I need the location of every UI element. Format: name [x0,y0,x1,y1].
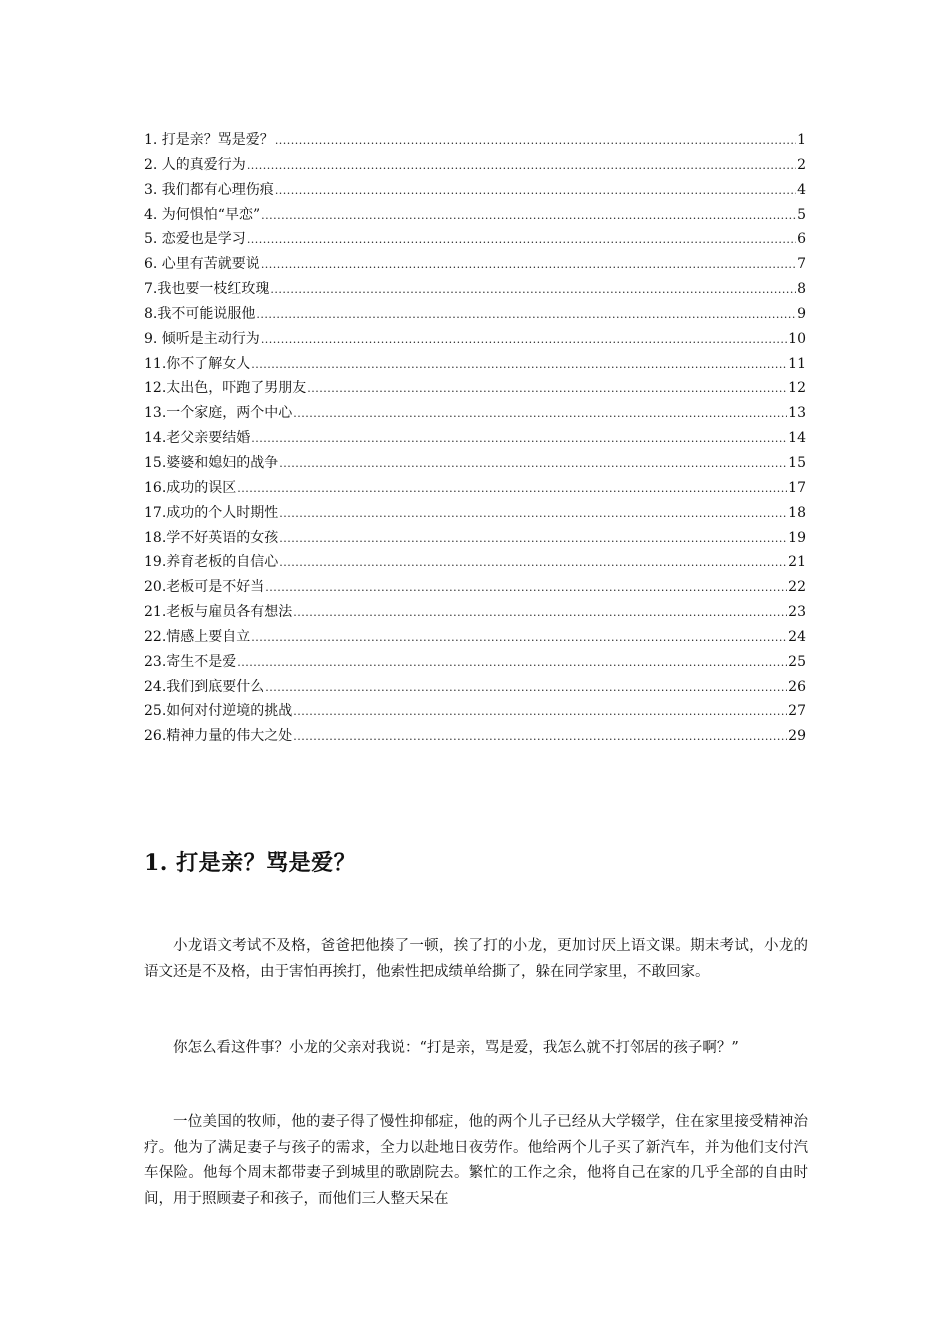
toc-entry[interactable] [144,650,806,675]
toc-entry[interactable] [144,476,806,501]
toc-entry[interactable] [144,600,806,625]
toc-dot-leader [270,278,796,303]
toc-entry-title: 4. 为何惧怕“早恋” [144,206,261,223]
toc-entry-page: 8 [797,281,806,298]
toc-entry-page: 9 [797,305,806,322]
toc-dot-leader [256,303,796,328]
body-paragraph: 一位美国的牧师，他的妻子得了慢性抑郁症，他的两个儿子已经从大学辍学，住在家里接受精神治疗。他为了满足妻子与孩子的需求，全力以赴地日夜劳作。他给两个儿子买了新汽车，并为他们支付汽车保险。他每个周末都带妻子到城里的歌剧院去。繁忙的工作之余，他将自己在家的几乎全部的自由时间，用于照顾妻子和孩子，而他们三人整天呆在 [144,1114,808,1207]
toc-dot-leader [293,402,787,427]
toc-dot-leader [293,601,787,626]
toc-dot-leader [251,353,787,378]
body-paragraph: 小龙语文考试不及格，爸爸把他揍了一顿，挨了打的小龙，更加讨厌上语文课。期末考试，小龙的语文还是不及格，由于害怕再挨打，他索性把成绩单给撕了，躲在同学家里，不敢回家。 [144,938,808,980]
toc-dot-leader [279,527,787,552]
toc-entry-page: 21 [788,554,806,571]
toc-entry[interactable] [144,526,806,551]
toc-entry-title: 24.我们到底要什么 [144,678,265,695]
table-of-contents [144,128,806,749]
toc-entry[interactable] [144,724,806,749]
toc-entry[interactable] [144,128,806,153]
toc-entry-page: 25 [788,653,806,670]
toc-entry-page: 17 [788,479,806,496]
toc-entry-page: 22 [788,579,806,596]
toc-entry-title: 16.成功的误区 [144,479,237,496]
toc-entry-page: 12 [788,380,806,397]
toc-entry-title: 15.婆婆和媳妇的战争 [144,454,279,471]
toc-entry[interactable] [144,302,806,327]
toc-entry-title: 6. 心里有苦就要说 [144,256,260,273]
toc-entry-title: 18.学不好英语的女孩 [144,529,279,546]
toc-dot-leader [251,427,787,452]
toc-entry[interactable] [144,327,806,352]
toc-entry[interactable] [144,625,806,650]
toc-entry-page: 15 [788,454,806,471]
toc-dot-leader [307,377,787,402]
toc-dot-leader [247,228,796,253]
toc-entry-title: 23.寄生不是爱 [144,653,237,670]
toc-dot-leader [261,204,796,229]
toc-entry-page: 27 [788,703,806,720]
toc-entry-title: 21.老板与雇员各有想法 [144,604,293,621]
toc-entry-page: 10 [788,330,806,347]
toc-dot-leader [261,253,796,278]
toc-dot-leader [237,477,787,502]
toc-dot-leader [279,452,787,477]
toc-dot-leader [247,154,796,179]
toc-entry[interactable] [144,426,806,451]
toc-entry-title: 7.我也要一枝红玫瑰 [144,281,270,298]
toc-entry[interactable] [144,550,806,575]
toc-entry[interactable] [144,401,806,426]
toc-dot-leader [237,651,787,676]
toc-entry[interactable] [144,203,806,228]
toc-entry-title: 17.成功的个人时期性 [144,504,279,521]
toc-entry-title: 13.一个家庭，两个中心 [144,405,293,422]
toc-entry-page: 14 [788,430,806,447]
toc-entry[interactable] [144,376,806,401]
toc-entry-title: 19.养育老板的自信心 [144,554,279,571]
toc-entry-title: 8.我不可能说服他 [144,305,256,322]
toc-entry-page: 26 [788,678,806,695]
toc-entry-page: 6 [797,231,806,248]
toc-entry-title: 9. 倾听是主动行为 [144,330,260,347]
toc-entry-title: 5. 恋爱也是学习 [144,231,246,248]
toc-entry-title: 3. 我们都有心理伤痕 [144,181,274,198]
toc-entry-title: 1. 打是亲？骂是爱？ [144,132,274,148]
toc-dot-leader [279,551,787,576]
toc-dot-leader [265,676,787,701]
toc-entry-page: 7 [797,256,806,273]
toc-entry-title: 12.太出色，吓跑了男朋友 [144,380,307,397]
toc-entry[interactable] [144,451,806,476]
body-paragraph: 你怎么看这件事？小龙的父亲对我说：“打是亲，骂是爱，我怎么就不打邻居的孩子啊？” [173,1040,739,1056]
toc-entry-page: 5 [797,206,806,223]
toc-entry[interactable] [144,501,806,526]
toc-dot-leader [265,576,787,601]
toc-entry-page: 24 [788,628,806,645]
toc-dot-leader [275,179,796,204]
toc-entry[interactable] [144,675,806,700]
toc-entry[interactable] [144,352,806,377]
toc-entry-title: 20.老板可是不好当 [144,579,265,596]
toc-entry-page: 13 [788,405,806,422]
toc-entry-title: 22.情感上要自立 [144,628,251,645]
toc-entry[interactable] [144,227,806,252]
toc-entry-title: 11.你不了解女人 [144,355,251,372]
toc-entry-page: 4 [797,181,806,198]
toc-entry-page: 29 [788,728,806,745]
toc-entry[interactable] [144,153,806,178]
toc-entry-page: 18 [788,504,806,521]
toc-dot-leader [293,700,787,725]
toc-entry-page: 2 [797,156,806,173]
toc-entry[interactable] [144,178,806,203]
toc-entry-page: 23 [788,604,806,621]
toc-entry-page: 11 [788,355,806,372]
toc-dot-leader [251,626,787,651]
toc-dot-leader [293,725,787,750]
toc-dot-leader [261,328,787,353]
toc-entry-title: 26.精神力量的伟大之处 [144,728,293,745]
toc-entry[interactable] [144,699,806,724]
toc-dot-leader [275,129,796,154]
toc-dot-leader [279,502,787,527]
toc-entry-page: 1 [797,132,806,148]
toc-entry-title: 25.如何对付逆境的挑战 [144,703,293,720]
toc-entry-title: 2. 人的真爱行为 [144,156,246,173]
toc-entry-title: 14.老父亲要结婚 [144,430,251,447]
toc-entry[interactable] [144,575,806,600]
toc-entry[interactable] [144,277,806,302]
toc-entry[interactable] [144,252,806,277]
section-heading: 1. 打是亲？骂是爱？ [144,850,357,876]
toc-entry-page: 19 [788,529,806,546]
